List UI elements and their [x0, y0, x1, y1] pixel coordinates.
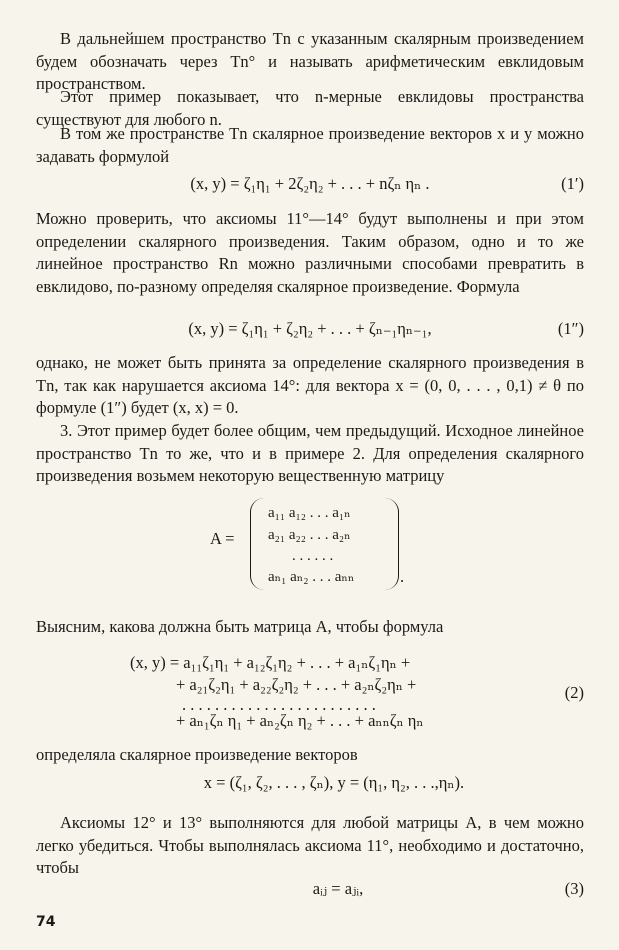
formula-2-row-dots: . . . . . . . . . . . . . . . . . . . . . . . .	[182, 695, 376, 714]
paragraph-axioms-check: Можно проверить, что аксиомы 11°—14° будут выполнены и при этом определении скалярного произведения. Таким образом, одно и то же линейное пространство Rn можно различными способами превратить в евклидово, по-разному определяя скалярное произведение. Формула	[36, 209, 584, 296]
matrix-a-label: A =	[210, 529, 235, 548]
paragraph-arithmetic-space: В дальнейшем пространство Tn с указанным скалярным произведением будем обозначать через Tn° и называть арифметическим евклидовым пространством.	[36, 29, 584, 93]
paragraph-axiom-14-violation: однако, не может быть принята за определение скалярного произведения в Tn, так как нарушается аксиома 14°: для вектора x = (0, 0, . . . , 0,1) ≠ θ по формуле (1″) будет (x, x) = 0.	[36, 353, 584, 417]
matrix-period: .	[400, 567, 405, 586]
paragraph-existence: Этот пример показывает, что n-мерные евклидовы пространства существуют для любого n.	[36, 87, 584, 129]
formula-3-label: (3)	[564, 879, 584, 898]
formula-2-row-1: (x, y) = a₁₁ζ₁η₁ + a₁₂ζ₁η₂ + . . . + a₁ₙζ₁ηₙ +	[130, 653, 411, 672]
matrix-right-paren	[384, 498, 399, 590]
paragraph-same-space: В том же пространстве Tn скалярное произведение векторов x и y можно задавать формулой	[36, 124, 584, 166]
paragraph-example-3: 3. Этот пример будет более общим, чем предыдущий. Исходное линейное пространство Tn то же, что и в примере 2. Для определения скалярного произведения возьмем некоторую вещественную матрицу	[36, 421, 584, 485]
paragraph-matrix-question: Выясним, какова должна быть матрица A, чтобы формула	[36, 617, 444, 636]
matrix-row-1: a₁₁ a₁₂ . . . a₁ₙ	[268, 505, 351, 521]
matrix-row-2: a₂₁ a₂₂ . . . a₂ₙ	[268, 527, 351, 543]
formula-2-row-2: + a₂₁ζ₂η₁ + a₂₂ζ₂η₂ + . . . + a₂ₙζ₂ηₙ +	[176, 675, 417, 694]
matrix-row-n: aₙ₁ aₙ₂ . . . aₙₙ	[268, 569, 355, 585]
formula-vectors: x = (ζ₁, ζ₂, . . . , ζₙ), y = (η₁, η₂, . . .,ηₙ).	[203, 773, 465, 792]
formula-3: aᵢⱼ = aⱼᵢ,	[312, 879, 364, 898]
formula-2-label: (2)	[564, 683, 584, 702]
formula-1-double-prime-label: (1″)	[557, 319, 584, 338]
matrix-row-dots: . . . . . .	[292, 548, 334, 564]
matrix-left-paren	[250, 498, 265, 590]
page-number: 74	[36, 914, 56, 930]
formula-1-prime: (x, y) = ζ₁η₁ + 2ζ₂η₂ + . . . + nζₙ ηₙ .	[190, 174, 430, 193]
formula-1-double-prime: (x, y) = ζ₁η₁ + ζ₂η₂ + . . . + ζₙ₋₁ηₙ₋₁,	[188, 319, 432, 338]
formula-2-row-n: + aₙ₁ζₙ η₁ + aₙ₂ζₙ η₂ + . . . + aₙₙζₙ ηₙ	[176, 711, 424, 730]
paragraph-defines-product: определяла скалярное произведение векторов	[36, 745, 358, 764]
paragraph-axioms-12-13: Аксиомы 12° и 13° выполняются для любой матрицы A, в чем можно легко убедиться. Чтобы выполнялась аксиома 11°, необходимо и достаточно, чтобы	[36, 813, 584, 877]
formula-1-prime-label: (1′)	[561, 174, 584, 193]
